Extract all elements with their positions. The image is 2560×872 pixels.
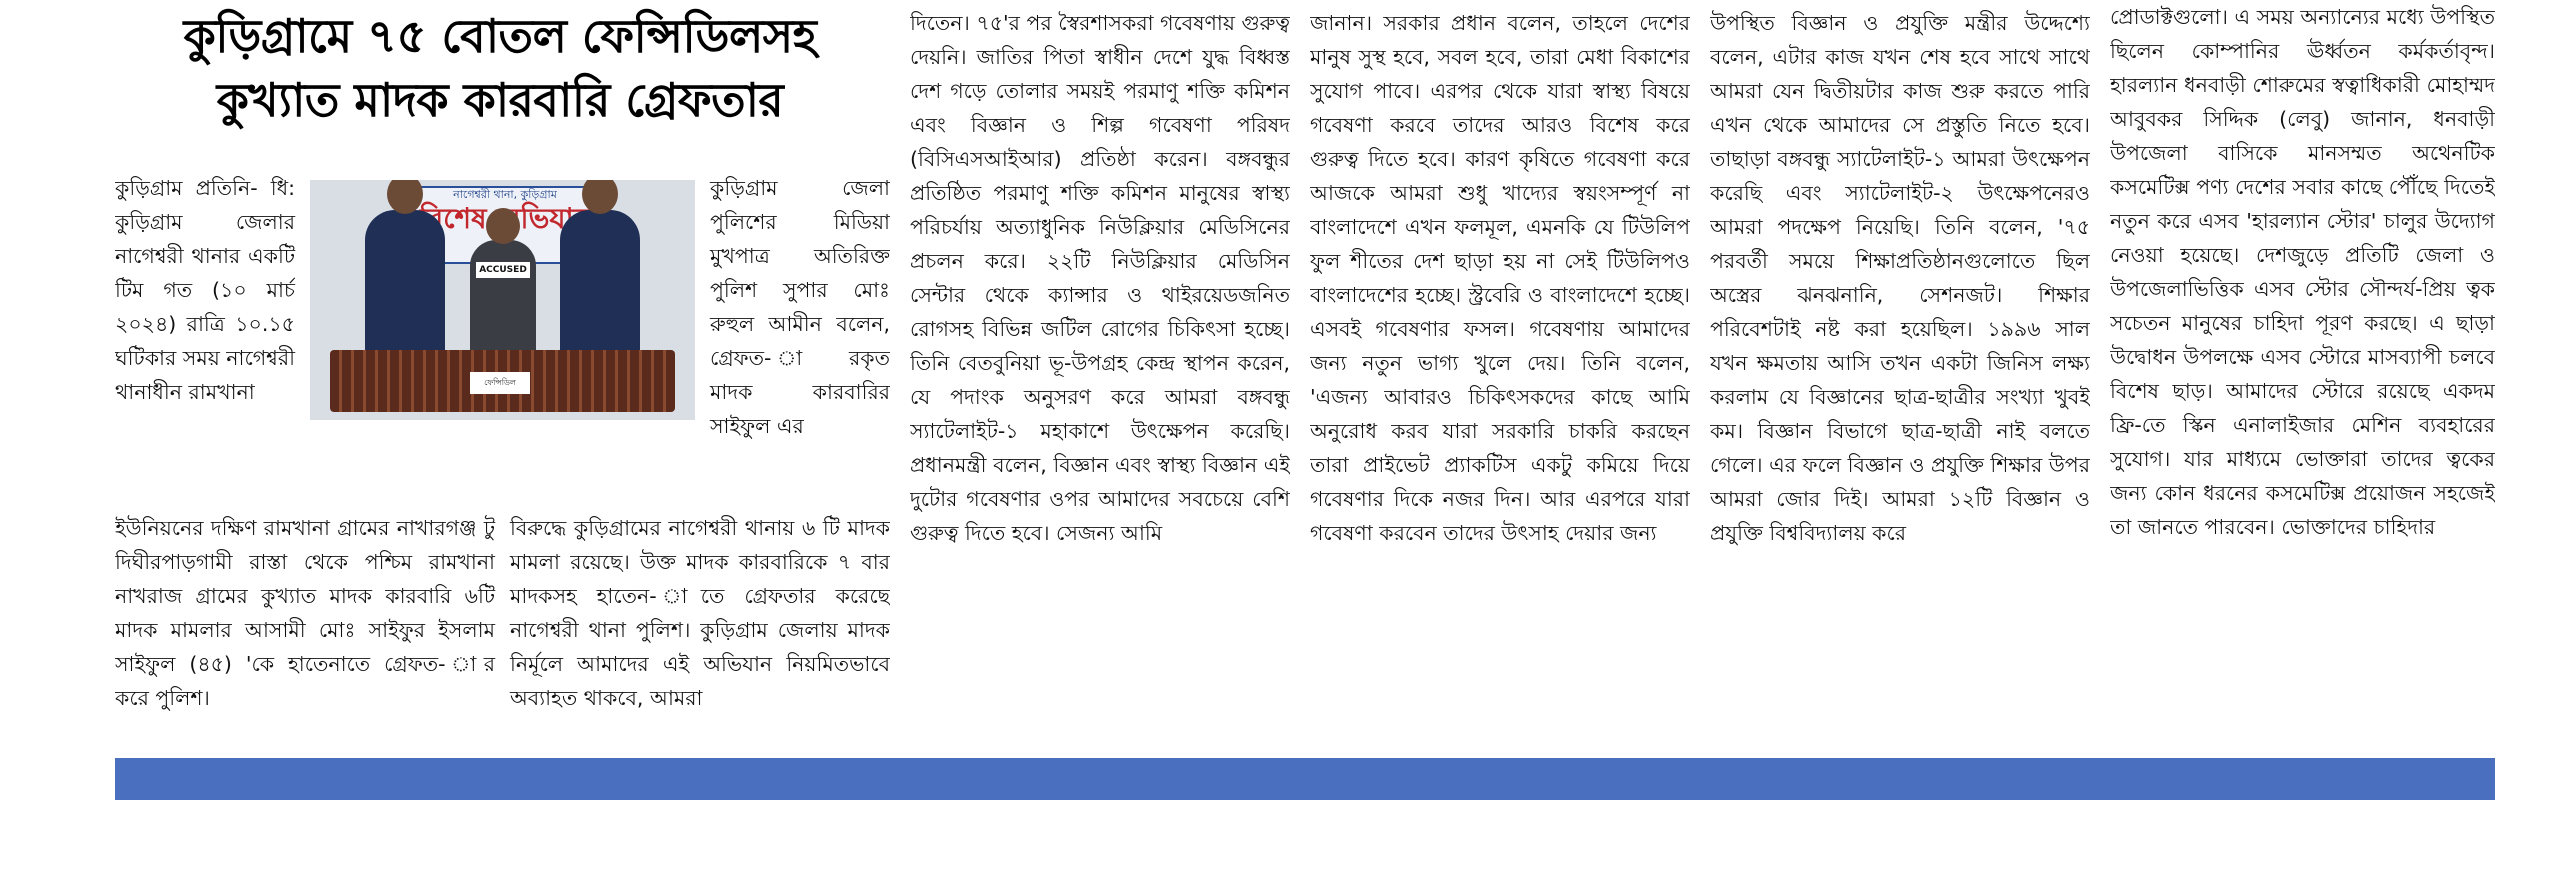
story-science-col-3-text: উপস্থিত বিজ্ঞান ও প্রযুক্তি মন্ত্রীর উদ্দেশ্যে বলেন, এটার কাজ যখন শেষ হবে সাথে সাথে আমরা যেন দ্বিতীয়টার কাজ শুরু করতে পারি এখন থেকে আমাদের সে প্রস্তুতি নিতে হবে। তাছাড়া বঙ্গবন্ধু স্যাটেলাইট-১ আমরা উৎক্ষেপন করেছি এবং স্যাটেলাইট-২ উৎক্ষেপনেরও আমরা পদক্ষেপ নিয়েছি। তিনি বলেন, '৭৫ পরবর্তী সময়ে শিক্ষাপ্রতিষ্ঠানগুলোতে ছিল অস্ত্রের ঝনঝনানি, সেশনজট। শিক্ষার পরিবেশটাই নষ্ট করা হয়েছিল। ১৯৯৬ সাল যখন ক্ষমতায় আসি তখন একটা জিনিস লক্ষ্য করলাম যে বিজ্ঞানের ছাত্র-ছাত্রীর সংখ্যা খুবই কম। বিজ্ঞান বিভাগে ছাত্র-ছাত্রী নাই বলতে গেলে। এর ফলে বিজ্ঞান ও প্রযুক্তি শিক্ষার উপর আমরা জোর দিই। আমরা ১২টি বিজ্ঞান ও প্রযুক্তি বিশ্ববিদ্যালয় করে [1710,11,2090,545]
news-photo [310,180,695,420]
story-science-col-2 [1310,6,1690,746]
story-arrest-col-right: কুড়িগ্রাম জেলা পুলিশের মিডিয়া মুখপাত্র অতিরিক্ত পুলিশ সুপার মোঃ রুহুল আমীন বলেন, গ্রেফত- ারকৃত মাদক কারবারির সাইফুল এর [710,175,890,438]
seized-bottles-label: ফেন্সিডিল [470,372,530,394]
story-science-col-2-text: জানান। সরকার প্রধান বলেন, তাহলে দেশের মানুষ সুস্থ হবে, সবল হবে, তারা মেধা বিকাশের সুযোগ পাবে। এরপর থেকে যারা স্বাস্থ্য বিষয়ে গবেষণা করবে তাদের আরও বিশেষ করে গুরুত্ব দিতে হবে। কারণ কৃষিতে গবেষণা করে আজকে আমরা শুধু খাদ্যের স্বয়ংসম্পূর্ণ না বাংলাদেশে এখন ফলমূল, এমনকি যে টিউলিপ ফুল শীতের দেশ ছাড়া হয় না সেই টিউলিপও বাংলাদেশের হচ্ছে। স্ট্রবেরি ও বাংলাদেশে হচ্ছে। এসবই গবেষণার ফসল। গবেষণায় আমাদের জন্য নতুন ভাগ্য খুলে দেয়। তিনি বলেন, 'এজন্য আবারও চিকিৎসকদের কাছে আমি অনুরোধ করব যারা সরকারি চাকরি করছেন তারা প্রাইভেট প্র্যাকটিস একটু কমিয়ে দিয়ে গবেষণার দিকে নজর দিন। আর এরপরে যারা গবেষণা করবেন তাদের উৎসাহ দেয়ার জন্য [1310,11,1690,545]
headline-line-2: কুখ্যাত মাদক কারবারি গ্রেফতার [216,73,784,127]
photo-banner-title: বিশেষ অভিযান [419,202,591,235]
police-officer-figure [560,210,640,360]
story-cosmetics-col [2110,0,2495,746]
bottom-accent-bar [115,758,2495,800]
story-arrest-bottom-left: ইউনিয়নের দক্ষিণ রামখানা গ্রামের নাখারগঞ্জ টু দিঘীরপাড়গামী রাস্তা থেকে পশ্চিম রামখানা নাখরাজ গ্রামের কুখ্যাত মাদক কারবারি ৬টি মাদক মামলার আসামী মোঃ সাইফুর ইসলাম সাইফুল (৪৫) 'কে হাতেনাতে গ্রেফত- ার করে পুলিশ। [115,515,495,710]
accused-tag: ACCUSED [476,262,530,278]
story-arrest [115,150,890,750]
story-science-col-1-text: দিতেন। ৭৫'র পর স্বৈরশাসকরা গবেষণায় গুরুত্ব দেয়নি। জাতির পিতা স্বাধীন দেশে যুদ্ধ বিধ্বস্ত দেশ গড়ে তোলার সময়ই পরমাণু শক্তি কমিশন এবং বিজ্ঞান ও শিল্প গবেষণা পরিষদ (বিসিএসআইআর) প্রতিষ্ঠা করেন। বঙ্গবন্ধুর প্রতিষ্ঠিত পরমাণু শক্তি কমিশন মানুষের স্বাস্থ্য পরিচর্যায় অত্যাধুনিক নিউক্লিয়ার মেডিসিনের প্রচলন করে। ২২টি নিউক্লিয়ার মেডিসিন সেন্টার থেকে ক্যান্সার ও থাইরয়েডজনিত রোগসহ বিভিন্ন জটিল রোগের চিকিৎসা হচ্ছে। তিনি বেতবুনিয়া ভূ-উপগ্রহ কেন্দ্র স্থাপন করেন, যে পদাংক অনুসরণ করে আমরা বঙ্গবন্ধু স্যাটেলাইট-১ মহাকাশে উৎক্ষেপন করেছি। প্রধানমন্ত্রী বলেন, বিজ্ঞান এবং স্বাস্থ্য বিজ্ঞান এই দুটোর গবেষণার ওপর আমাদের সবচেয়ে বেশি গুরুত্ব দিতে হবে। সেজন্য আমি [910,11,1290,545]
story-science-col-1 [910,6,1290,746]
story-science-col-3 [1710,6,2090,746]
story-arrest-col-left: কুড়িগ্রাম প্রতিনি- ধি: কুড়িগ্রাম জেলার নাগেশ্বরী থানার একটি টিম গত (১০ মার্চ ২০২৪) রাত্রি ১০.১৫ ঘটিকার সময় নাগেশ্বরী থানাধীন রামখানা [115,175,295,404]
story-arrest-bottom-right: বিরুদ্ধে কুড়িগ্রামের নাগেশ্বরী থানায় ৬ টি মাদক মামলা রয়েছে। উক্ত মাদক কারবারিকে ৭ বার মাদকসহ হাতেন- াতে গ্রেফতার করেছে নাগেশ্বরী থানা পুলিশ। কুড়িগ্রাম জেলায় মাদক নির্মূলে আমাদের এই অভিযান নিয়মিতভাবে অব্যাহত থাকবে, আমরা [510,515,890,710]
headline-line-1: কুড়িগ্রামে ৭৫ বোতল ফেন্সিডিলসহ [183,9,817,63]
photo-banner-subtitle: নাগেশ্বরী থানা, কুড়িগ্রাম [453,188,557,201]
police-officer-figure [365,210,445,360]
headline [115,4,885,132]
accused-figure [470,240,536,360]
story-cosmetics-col-text: প্রোডাক্টগুলো। এ সময় অন্যান্যের মধ্যে উপস্থিত ছিলেন কোম্পানির ঊর্ধ্বতন কর্মকর্তাবৃন্দ। হারল্যান ধনবাড়ী শোরুমের স্বত্বাধিকারী মোহাম্মদ আবুবকর সিদ্দিক (লেবু) জানান, ধনবাড়ী উপজেলা বাসিকে মানসম্মত অথেনটিক কসমেটিক্স পণ্য দেশের সবার কাছে পৌঁছে দিতেই নতুন করে এসব 'হারল্যান স্টোর' চালুর উদ্যোগ নেওয়া হয়েছে। দেশজুড়ে প্রতিটি জেলা ও উপজেলাভিত্তিক এসব স্টোর সৌন্দর্য-প্রিয় ত্বক সচেতন মানুষের চাহিদা পূরণ করছে। এ ছাড়া উদ্বোধন উপলক্ষে এসব স্টোরে মাসব্যাপী চলবে বিশেষ ছাড়। আমাদের স্টোরে রয়েছে একদম ফ্রি-তে স্কিন এনালাইজার মেশিন ব্যবহারের সুযোগ। যার মাধ্যমে ভোক্তারা তাদের ত্বকের জন্য কোন ধরনের কসমেটিক্স প্রয়োজন সহজেই তা জানতে পারবেন। ভোক্তাদের চাহিদার [2110,5,2495,539]
